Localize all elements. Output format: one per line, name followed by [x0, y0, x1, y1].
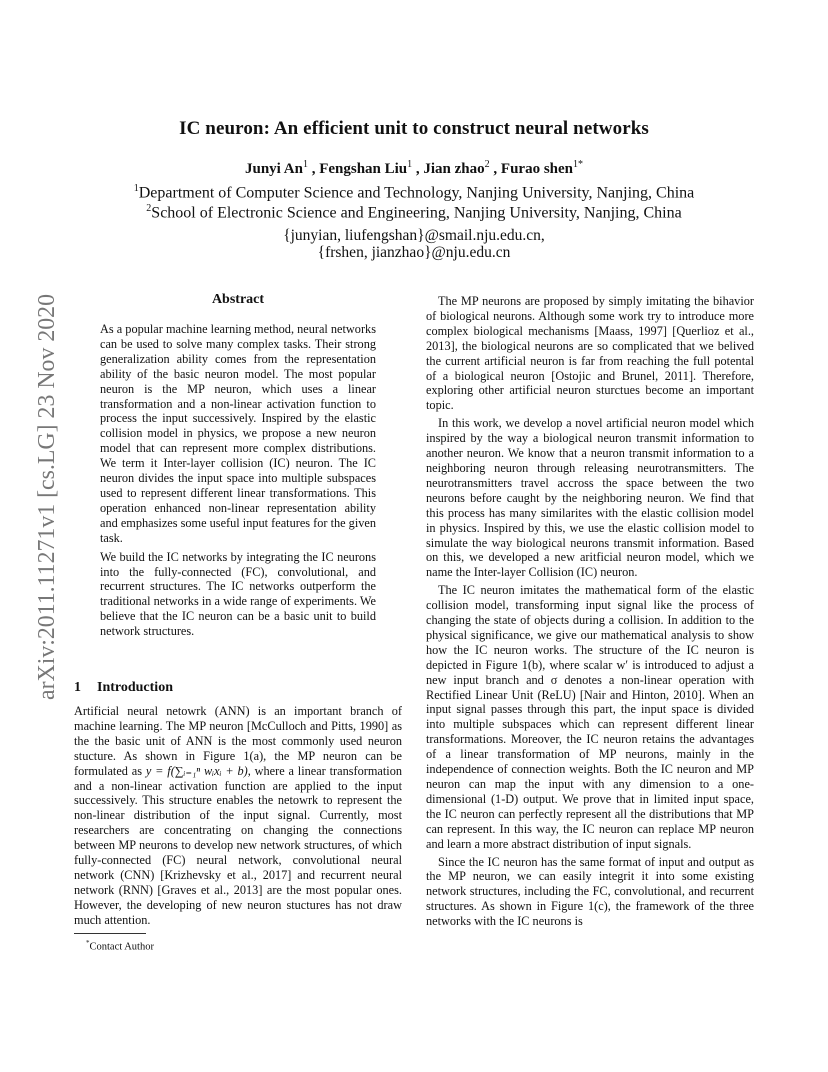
author-affiliation-mark: 1 — [407, 159, 413, 170]
body-paragraph: In this work, we develop a novel artificial neuron model which inspired by the way a biological neuron transmit information to another neuron. We know that a neuron transmit information to a neighboring neuron through releasing neurotransmitters. The neurotransmitters travel accross the space between the two neurons before caught by the neighboring neuron. We find that this process has many similarites with the elastic collision model in physics. Inspired by this, we use the elastic collision model to simulate the way biological neurons transmit information. Based on this, we developed a new aritficial neuron model, which we name the Inter-layer Collision (IC) neuron. — [426, 416, 754, 580]
intro-paragraph: Artificial neural netowrk (ANN) is an important branch of machine learning. The MP neuron [McCulloch and Pitts, 1990] as the the basic unit of ANN is the most commonly used neuron stucture. As shown in Figure 1(a), the MP neuron can be formulated as y = f(∑ᵢ₌₁ⁿ wᵢxᵢ + b), where a linear transformation and a non-linear activation function are applied to the input successively. This structure enables the netowrk to represent the non-linear distribution of the input signal. Currently, most researchers are concentrating on changing the connections between MP neurons to develop new network structures, of which fully-connected (FC) neural network, convolutional neural network (CNN) [Krizhevsky et al., 2017] and recurrent neural network (RNN) [Graves et al., 2013] are the most popular ones. However, the developing of new neuron stuctures has not draw much attention. — [74, 704, 402, 927]
author-affiliation-mark: 1* — [573, 159, 583, 170]
affiliation-2: $^2$School of Electronic Science and Engineering, Nanjing University, Nanjing, China — [146, 203, 682, 222]
introduction-body — [74, 704, 402, 928]
abstract-body — [100, 322, 376, 639]
svg-text:arXiv:2011.11271v1 [cs.LG] 2: arXiv:2011.11271v1 [cs.LG] 23 Nov 2020 — [34, 291, 60, 700]
author-list: Junyi An$^1$ , Fengshan Liu$^1$ , Jian zhao$^2$ , Furao shen$^{1*}$ — [244, 159, 583, 177]
abstract-paragraph: We build the IC networks by integrating the IC neurons into the fully-connected (FC), convolutional, and recurrent structures. The IC networks outperform the traditional networks in a wide range of experiments. We believe that the IC neuron can be a basic unit to build network structures. — [100, 549, 376, 639]
author-name: Jian zhao — [423, 161, 485, 177]
author-name: Furao shen — [500, 161, 573, 177]
footnote-divider — [74, 933, 146, 934]
body-paragraph: The IC neuron imitates the mathematical form of the elastic collision model, transforming input signal like the process of changing the state of objects during a collision. In addition to the physical significance, we give our mathematical analysis to show how the IC neuron works. The structure of the IC neuron is depicted in Figure 1(b), where scalar w′ is introduced to adjust a new input branch and σ denotes a non-linear operation with Rectified Linear Unit (ReLU) [Nair and Hinton, 2010]. When an input signal passes through this part, the input space is divided into multiple subspaces which can represent different linear transformations. Moreover, the IC neuron retains the advantages of a linear transformation of MP neurons, mainly in the independence of connection weights. Both the IC neuron and MP neuron can map the input with any dimension to a one-dimensional (1-D) output. We prove that in limited input space, the IC neuron can perfectly represent all the distributions that MP can represent. In this way, the IC neuron can replace MP neuron and learn a more abstract distribution of input signals. — [426, 583, 754, 851]
email-line-2: {frshen, jianzhao}@nju.edu.cn — [317, 244, 511, 261]
section-heading-introduction — [74, 680, 173, 696]
body-paragraph: Since the IC neuron has the same format of input and output as the MP neuron, we can easily integrit it into some existing network structures, including the FC, convolutional, and recurrent structures. As shown in Figure 1(c), the framework of the three networks with the IC neurons is — [426, 854, 754, 929]
mp-neuron-formula: y = f(∑ᵢ₌₁ⁿ wᵢxᵢ + b) — [145, 763, 248, 778]
author-name: Fengshan Liu — [319, 161, 408, 177]
author-affiliation-mark: 2 — [484, 159, 490, 170]
abstract-heading: Abstract — [211, 292, 265, 307]
email-line-1: {junyian, liufengshan}@smail.nju.edu.cn, — [283, 227, 545, 244]
right-column-body — [426, 294, 754, 929]
abstract-paragraph: As a popular machine learning method, neural networks can be used to solve many complex tasks. Their strong generalization ability comes from the representation ability of the basic neuron model. The most popular neuron is the MP neuron, which uses a linear transformation and a non-linear activation function to process the input successively. Inspired by the elastic collision model in physics, we propose a new neuron model that can represent more complex distributions. We term it Inter-layer collision (IC) neuron. The IC neuron divides the input space into multiple subspaces used to represent different linear transformations. This operation enhanced non-linear representation ability and emphasizes some useful input features for the given task. — [100, 322, 376, 545]
paper-title: IC neuron: An efficient unit to construct neural networks — [179, 118, 649, 139]
footnote: *Contact Author — [86, 939, 154, 953]
section-title: Introduction — [97, 680, 173, 695]
affiliation-1: $^1$Department of Computer Science and Technology, Nanjing University, Nanjing, China — [133, 183, 695, 202]
author-affiliation-mark: 1 — [302, 159, 308, 170]
author-name: Junyi An — [244, 161, 303, 177]
arxiv-stamp — [14, 280, 64, 700]
section-number: 1 — [74, 680, 81, 695]
body-paragraph: The MP neurons are proposed by simply imitating the bihavior of biological neurons. Although some work try to introduce more complex biological mechanisms [Maass, 1997] [Querlioz et al., 2013], the biological neurons are so complicated that we belived the current artificial neuron is far from reaching the full potental of a biological neuron [Ostojic and Brunel, 2011]. Therefore, exploring other artificial neuron sturctues become an important topic. — [426, 294, 754, 413]
